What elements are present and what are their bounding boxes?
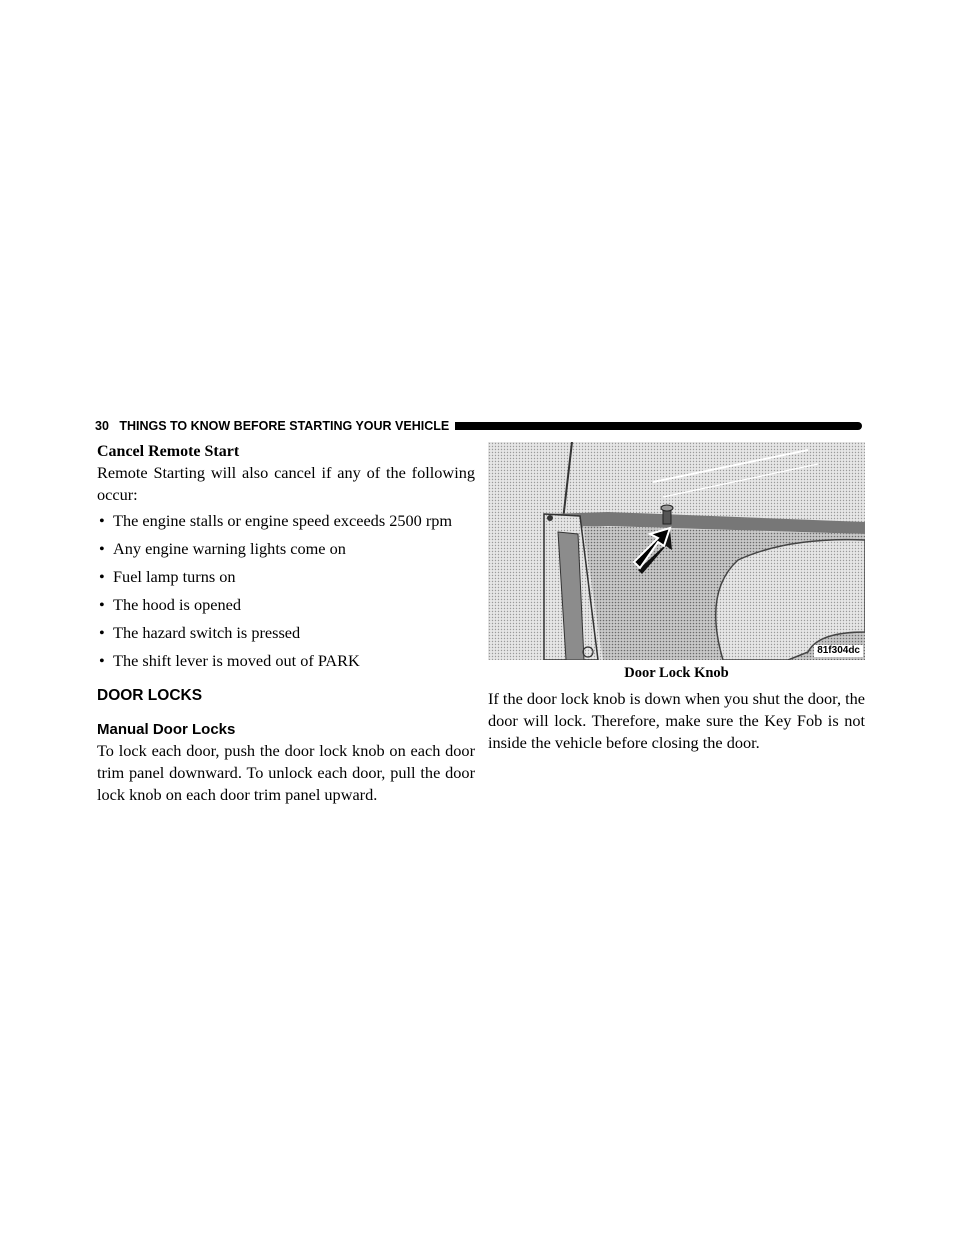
page-number: 30	[95, 419, 109, 433]
right-column	[488, 442, 865, 754]
left-column	[97, 442, 475, 806]
cancel-remote-start-heading: Cancel Remote Start	[97, 443, 240, 460]
list-item: • The hood is opened	[99, 595, 241, 614]
list-item: • The shift lever is moved out of PARK	[99, 651, 360, 670]
bullet-icon: •	[99, 567, 105, 586]
list-item: • The engine stalls or engine speed exceeds 2500 rpm	[99, 511, 453, 530]
manual-door-locks-heading: Manual Door Locks	[97, 721, 236, 738]
figure-caption: Door Lock Knob	[624, 665, 729, 681]
door-lock-knob-figure	[488, 442, 865, 660]
header-text	[95, 418, 455, 434]
figure-code: 81f304dc	[814, 645, 863, 657]
section-title: THINGS TO KNOW BEFORE STARTING YOUR VEHICLE	[119, 419, 450, 433]
door-lock-knob-text: If the door lock knob is down when you shut the door, the door will lock. Therefore, make sure the Key Fob is not inside the vehicle before closing the door.	[488, 689, 865, 752]
cancel-intro-text: Remote Starting will also cancel if any of the following occur:	[97, 463, 475, 504]
list-item: • The hazard switch is pressed	[99, 623, 301, 642]
bullet-icon: •	[99, 651, 105, 670]
bullet-icon: •	[99, 539, 105, 558]
page-header	[95, 419, 862, 433]
bullet-icon: •	[99, 511, 105, 530]
door-locks-heading: DOOR LOCKS	[97, 687, 203, 704]
bullet-icon: •	[99, 595, 105, 614]
manual-door-locks-text: To lock each door, push the door lock knob on each door trim panel downward. To unlock each door, pull the door lock knob on each door trim panel upward.	[97, 741, 475, 804]
cancel-conditions-list	[97, 510, 475, 672]
list-item: • Any engine warning lights come on	[99, 539, 346, 558]
door-lock-knob-illustration	[488, 442, 865, 660]
list-item: • Fuel lamp turns on	[99, 567, 236, 586]
bullet-icon: •	[99, 623, 105, 642]
